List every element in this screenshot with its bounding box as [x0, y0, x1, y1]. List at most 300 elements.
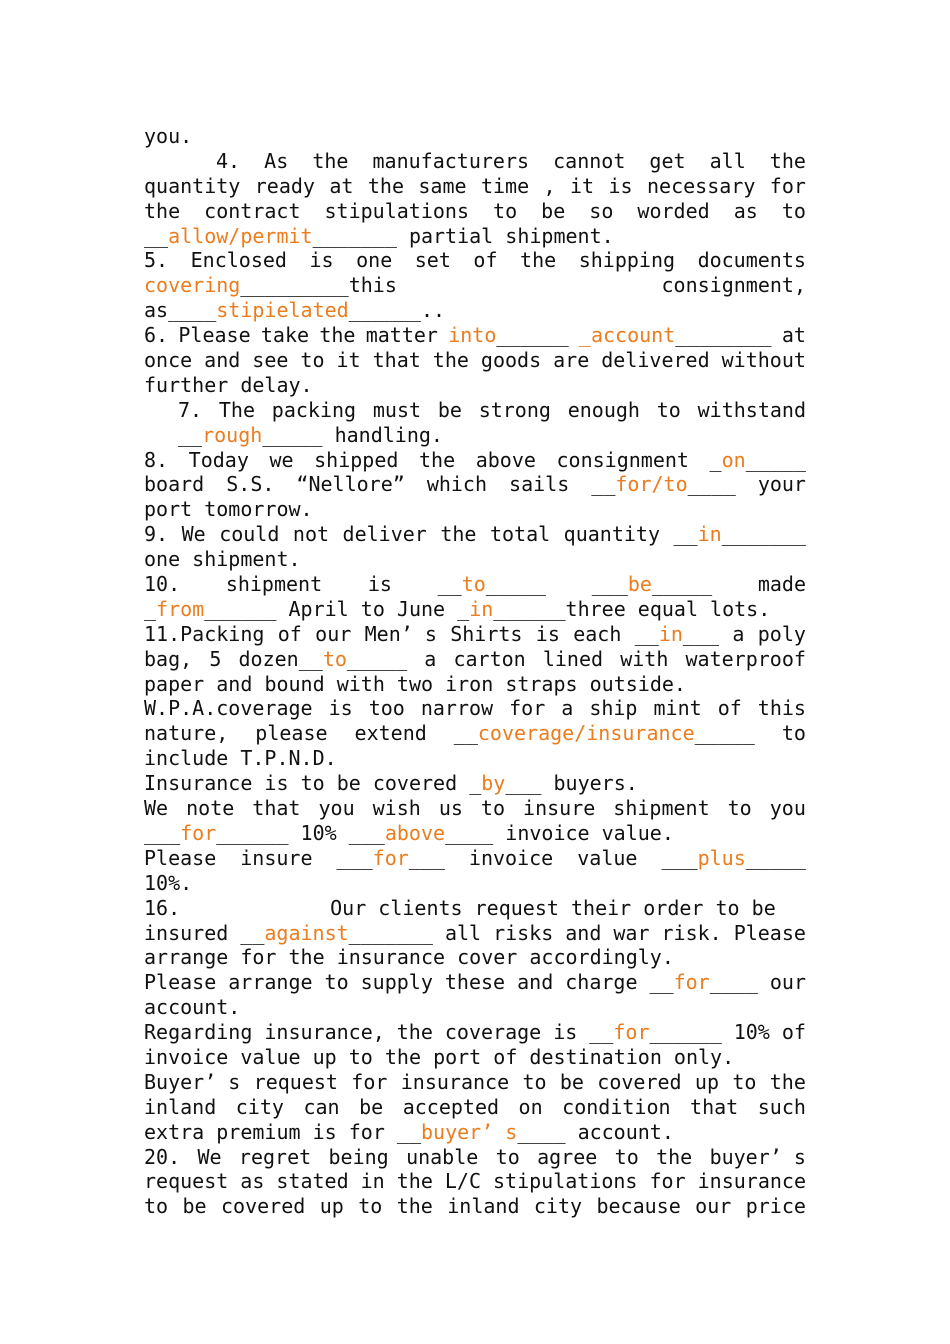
word: same [418, 173, 467, 198]
word: above [475, 447, 536, 472]
text-line [144, 796, 806, 821]
word: up [319, 1194, 344, 1219]
word: stated [276, 1169, 349, 1194]
word: risk. [661, 920, 722, 945]
word: the [769, 1069, 806, 1094]
word: city [235, 1094, 284, 1119]
word: it [570, 173, 595, 198]
word: covered [221, 1194, 306, 1219]
word: Please [733, 920, 806, 945]
word: April [288, 596, 349, 621]
blank: _____ [485, 572, 547, 597]
word: Shirts [450, 621, 523, 646]
word: account. [577, 1119, 674, 1144]
word: extra [144, 1119, 205, 1144]
word: you. [144, 124, 193, 148]
blank: ______ [204, 596, 277, 621]
word: board [144, 472, 205, 497]
word: delay. [240, 372, 313, 397]
word: covered [372, 771, 458, 796]
word: to [781, 721, 806, 746]
text-line [144, 448, 806, 473]
word: to [144, 1194, 169, 1219]
text-line [144, 298, 806, 323]
answer: covering [144, 273, 241, 298]
text-line [144, 622, 806, 647]
word: for [240, 945, 277, 970]
word: the [384, 1044, 422, 1069]
blank: _____ [694, 721, 755, 746]
answer: for/to [615, 472, 688, 497]
word: insurance [336, 945, 446, 970]
blank: ___ [336, 845, 373, 870]
word: 7. [178, 397, 203, 422]
text-line [144, 174, 806, 199]
word: with [336, 671, 385, 696]
word: are [553, 348, 590, 373]
word: lots. [710, 596, 771, 621]
word: Men’ [364, 621, 413, 646]
word: in [360, 1169, 385, 1194]
word: dozen [238, 646, 299, 671]
word: order [643, 895, 704, 920]
word: and [517, 970, 554, 995]
word: tomorrow. [204, 497, 313, 522]
word: Please [178, 323, 251, 348]
word: for [649, 1169, 686, 1194]
word: of [781, 1020, 806, 1045]
word: further [144, 372, 229, 397]
word: to [522, 1069, 547, 1094]
word: your [757, 472, 806, 497]
word: 11.Packing [144, 621, 265, 646]
word: 10%. [144, 870, 193, 895]
word: stipulations [324, 198, 470, 223]
text-line [144, 398, 806, 423]
word: June [396, 596, 446, 621]
word: all [709, 148, 746, 173]
word: shipment. [505, 223, 614, 248]
blank: __ [144, 223, 169, 248]
word: regret [238, 1144, 312, 1169]
word: inland [447, 1194, 520, 1219]
word: be [559, 1069, 584, 1094]
blank: ____ [517, 1119, 566, 1144]
word: enough [567, 397, 640, 422]
word: that [690, 1094, 739, 1119]
word: the [367, 173, 404, 198]
word: account. [144, 995, 241, 1020]
text-line [144, 846, 806, 871]
word: value. [601, 820, 674, 845]
word: worded [637, 198, 710, 223]
word: you [769, 796, 806, 821]
word: wish [372, 796, 421, 821]
word: as [240, 1169, 265, 1194]
word: clients [378, 895, 463, 920]
answer: _account [578, 323, 676, 348]
word: and [204, 348, 241, 373]
blank: ____ [709, 970, 758, 995]
text-line [144, 149, 806, 174]
word: 10% [300, 820, 337, 845]
word: bound [264, 671, 325, 696]
word: accepted [402, 1094, 500, 1119]
blank: __ [634, 621, 659, 646]
word: insure [523, 796, 596, 821]
word: and [565, 920, 602, 945]
answer: by [481, 771, 506, 796]
blank: _____ [745, 845, 806, 870]
blank: _____ [651, 572, 713, 597]
word: to [715, 895, 740, 920]
text-line [144, 771, 806, 796]
word: is [367, 572, 392, 597]
word: coverage [444, 1020, 542, 1045]
text-line [144, 124, 806, 149]
text-line [144, 721, 806, 746]
word: note [186, 796, 235, 821]
word: our [315, 621, 352, 646]
word: contract [204, 198, 301, 223]
word: the [520, 248, 557, 273]
text-line [144, 970, 806, 995]
answer: for [180, 820, 217, 845]
word: of [473, 248, 498, 273]
word: so [589, 198, 614, 223]
word: we [269, 447, 294, 472]
text-line [144, 672, 806, 697]
text-line [144, 746, 806, 771]
blank: __ [589, 1020, 614, 1045]
word: value [577, 845, 638, 870]
word: equal [637, 596, 698, 621]
text-line [144, 547, 806, 572]
answer: to [461, 572, 486, 597]
word: strong [478, 397, 551, 422]
word: sails [509, 472, 570, 497]
text-line [144, 945, 806, 970]
word: time [480, 173, 530, 198]
word: set [414, 248, 451, 273]
word: to [493, 198, 518, 223]
word: is [309, 248, 334, 273]
answer: above [384, 820, 446, 845]
word: this [757, 696, 806, 721]
word: invoice [468, 845, 554, 870]
word: condition [562, 1094, 671, 1119]
word: with [620, 646, 669, 671]
blank: ______ [496, 323, 569, 348]
answer: be [627, 572, 652, 597]
word: ready [254, 173, 315, 198]
word: can [303, 1094, 340, 1119]
word: Insurance [144, 771, 253, 796]
word: extend [354, 721, 427, 746]
word: Enclosed [190, 248, 287, 273]
word: withstand [697, 397, 806, 422]
text-line [144, 224, 806, 249]
text-line [144, 199, 806, 224]
text-line [144, 1169, 806, 1194]
text-line [144, 273, 806, 298]
word: being [328, 1144, 389, 1169]
answer: into [448, 323, 497, 348]
word: partial [408, 223, 494, 248]
answer: to [322, 646, 347, 671]
word: necessary [647, 173, 756, 198]
answer: against [264, 920, 349, 945]
word: premium [216, 1119, 301, 1144]
answer: rough [202, 422, 263, 447]
word: to [324, 970, 349, 995]
word: to [727, 796, 752, 821]
word: documents [697, 248, 806, 273]
word: as [733, 198, 758, 223]
word: covered [597, 1069, 682, 1094]
word: to [300, 771, 325, 796]
answer: coverage/insurance [477, 721, 695, 746]
word: insurance [400, 1069, 510, 1094]
text-line [144, 821, 806, 846]
word: only. [673, 1044, 735, 1069]
word: lined [542, 646, 604, 671]
word: unable [406, 1144, 479, 1169]
word: to [495, 1144, 520, 1169]
word: because [596, 1194, 681, 1219]
word: paper [144, 671, 205, 696]
blank: ____ [687, 472, 736, 497]
word: carton [453, 646, 526, 671]
word: 8. [144, 447, 169, 472]
word: T.P.N.D. [240, 746, 337, 771]
word: a [732, 621, 745, 646]
text-line [144, 1070, 806, 1095]
word: request [474, 895, 559, 920]
blank: ___ [661, 845, 698, 870]
word: charge [565, 970, 638, 995]
answer: on [721, 447, 746, 472]
word: consignment [556, 447, 689, 472]
word: agree [537, 1144, 598, 1169]
blank: __ [673, 522, 698, 547]
blank: _____ [745, 447, 806, 472]
word: war [613, 920, 650, 945]
blank: __ [240, 920, 265, 945]
answer: for [372, 845, 409, 870]
word: Please [144, 970, 217, 995]
word: shipping [578, 248, 676, 273]
answer: from [156, 596, 205, 621]
word: at [329, 173, 354, 198]
blank: _________this [240, 273, 397, 298]
word: is [328, 696, 353, 721]
word: 10% [733, 1020, 770, 1045]
word: outside. [589, 671, 686, 696]
blank: ______ [649, 1020, 722, 1045]
blank: _____ [262, 422, 323, 447]
word: shipped [314, 447, 399, 472]
word: destination [529, 1044, 662, 1069]
blank: _____ [346, 646, 408, 671]
word: a [561, 696, 574, 721]
word: port [144, 497, 193, 522]
blank: _______ [348, 920, 433, 945]
word: ship [589, 696, 638, 721]
word: must [372, 397, 422, 422]
word: We [144, 796, 169, 821]
word: price [745, 1194, 806, 1219]
blank: ______.. [348, 298, 446, 323]
word: insure [240, 845, 313, 870]
word: of [717, 696, 742, 721]
answer: in [469, 596, 494, 621]
word: their [570, 895, 632, 920]
word: handling. [334, 422, 443, 447]
answer: in [697, 522, 722, 547]
blank: __ [437, 572, 462, 597]
word: 9. [144, 522, 169, 547]
word: a [424, 646, 437, 671]
word: request [253, 1069, 338, 1094]
blank: _______ [721, 522, 806, 547]
blank: __ [178, 422, 203, 447]
text-line [144, 1045, 806, 1070]
text-line [144, 1020, 806, 1045]
word: see [252, 348, 289, 373]
word: include [144, 746, 229, 771]
blank: _ [144, 596, 157, 621]
word: stipulations [492, 1169, 638, 1194]
word: quantity [144, 173, 241, 198]
word: for [769, 173, 806, 198]
word: us [438, 796, 463, 821]
word: As [264, 148, 289, 173]
word: please [255, 721, 328, 746]
word: be [182, 1194, 207, 1219]
blank: _ [469, 771, 482, 796]
word: port [433, 1044, 482, 1069]
word: such [757, 1094, 806, 1119]
word: 16. [144, 895, 181, 920]
word: at [781, 323, 806, 348]
answer: for [673, 970, 710, 995]
word: be [336, 771, 361, 796]
word: value [240, 1044, 301, 1069]
word: is [264, 771, 289, 796]
word: s [793, 1144, 806, 1169]
word: be [359, 1094, 384, 1119]
word: all [444, 920, 482, 945]
word: shipment [613, 796, 710, 821]
word: cannot [553, 148, 626, 173]
word: without [721, 348, 806, 373]
word: it [336, 348, 361, 373]
word: shipment [225, 572, 323, 597]
word: to [480, 796, 506, 821]
word: of [277, 621, 302, 646]
text-line [144, 1120, 806, 1145]
word: once [144, 348, 193, 373]
word: too [368, 696, 405, 721]
word: insurance [697, 1169, 806, 1194]
word: total [489, 522, 551, 547]
text-line [144, 423, 806, 448]
word: buyers. [553, 771, 638, 796]
word: manufacturers [372, 148, 530, 173]
word: to [656, 397, 681, 422]
text-line [144, 348, 806, 373]
word: bag, [144, 646, 193, 671]
blank: _ [709, 447, 722, 472]
word: accordingly. [529, 945, 674, 970]
blank: ___ [682, 621, 720, 646]
word: quantity [563, 522, 660, 547]
word: 6. [144, 323, 169, 348]
blank: _______ [312, 223, 397, 248]
word: the [396, 1194, 433, 1219]
word: the [312, 148, 349, 173]
answer: buyer’ s [421, 1119, 518, 1144]
word: We [197, 1144, 222, 1169]
word: buyer’ [709, 1144, 782, 1169]
blank: ___ [591, 572, 628, 597]
text-line [144, 1194, 806, 1219]
text-line [144, 696, 806, 721]
word: risks [493, 920, 554, 945]
word: S.S. [226, 472, 275, 497]
word: for [351, 1069, 388, 1094]
word: the [396, 1169, 433, 1194]
blank: ____ [445, 820, 494, 845]
word: Please [144, 845, 217, 870]
word: that [372, 348, 421, 373]
word: each [573, 621, 622, 646]
text-line [144, 921, 806, 946]
word: straps [505, 671, 578, 696]
word: arrange [144, 945, 229, 970]
word: our [695, 1194, 732, 1219]
word: on [518, 1094, 543, 1119]
text-line [144, 1095, 806, 1120]
word: insured [144, 920, 229, 945]
word: The [218, 397, 255, 422]
text-line [144, 373, 806, 398]
blank: __ [675, 323, 700, 348]
word: “Nellore” [296, 472, 405, 497]
word: , [543, 173, 556, 198]
blank: ______ [699, 323, 772, 348]
word: the [396, 1020, 433, 1045]
word: two [396, 671, 434, 696]
word: arrange [228, 970, 313, 995]
word: Buyer’ [144, 1069, 217, 1094]
word: L/C [444, 1169, 481, 1194]
text-line [144, 1145, 806, 1170]
word: one [356, 248, 393, 273]
word: is [535, 621, 560, 646]
word: get [649, 148, 686, 173]
word: the [769, 148, 806, 173]
word: consignment, [661, 273, 806, 298]
word: to [614, 1144, 639, 1169]
word: and [216, 671, 253, 696]
word: is [608, 173, 633, 198]
blank: __ [396, 1119, 422, 1144]
answer: in [658, 621, 683, 646]
text-line [144, 472, 806, 497]
blank: ___ [505, 771, 542, 796]
